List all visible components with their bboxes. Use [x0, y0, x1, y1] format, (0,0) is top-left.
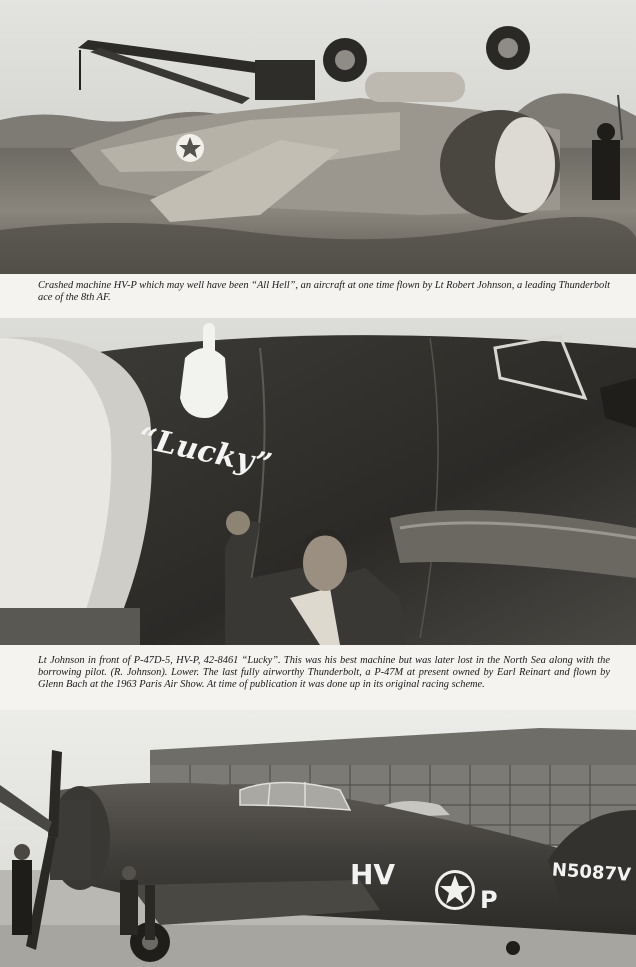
code-hv: HV: [350, 858, 396, 891]
caption-middle-text: Lt Johnson in front of P-47D-5, HV-P, 42-8461 “Lucky”. This was his best machine but was later lost in the North Sea along with the borrowing pilot. (R. Johnson). Lower. The last fully airworthy Thunderbolt, a P-47M at present owned by Earl Reinart and flown by Glenn Bach at the 1963 Paris Air Show. At time of publication it was done up in its original racing scheme.: [38, 655, 610, 690]
caption-crashed-aircraft: [38, 280, 610, 304]
tail-registration: N5087V: [551, 859, 632, 886]
code-p: P: [480, 886, 498, 914]
p47m-airshow-photo: [0, 710, 636, 967]
caption-pilot-and-p47m: [38, 655, 610, 691]
crashed-aircraft-photo: [0, 0, 636, 274]
lucky-nose-art: “Lucky”: [135, 420, 275, 483]
caption-top-text: Crashed machine HV-P which may well have been “All Hell”, an aircraft at one time flown by Lt Robert Johnson, a leading Thunderbolt ace of the 8th AF.: [38, 280, 610, 303]
pilot-with-lucky-photo: [0, 318, 636, 645]
